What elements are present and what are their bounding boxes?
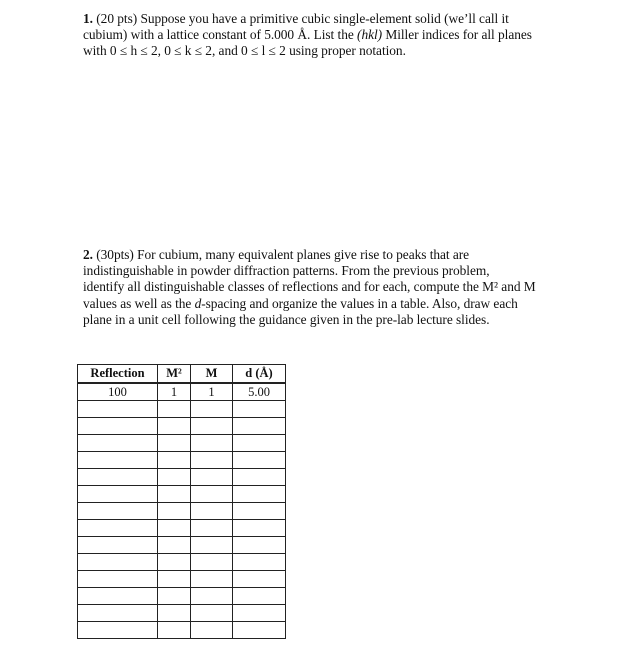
cell-m-squared: [158, 401, 191, 418]
table-row: [78, 571, 286, 588]
cell-reflection: [78, 554, 158, 571]
table-header-row: [78, 365, 286, 384]
cell-d-spacing: [233, 401, 286, 418]
table-row: [78, 588, 286, 605]
cell-reflection: [78, 486, 158, 503]
problem-1-text-2: cubium) with a lattice constant of 5.000 Å. List the: [83, 27, 358, 43]
problem-2: [83, 247, 603, 328]
cell-m: [191, 554, 233, 571]
cell-reflection: [78, 401, 158, 418]
problem-2-line-5: plane in a unit cell following the guidance given in the pre-lab lecture slides.: [83, 311, 490, 327]
problem-1-line-3: [83, 43, 603, 59]
cell-m: 1: [191, 383, 233, 401]
cell-reflection: [78, 520, 158, 537]
problem-2-text-4-head: values as well as the: [83, 295, 195, 311]
cell-d-spacing: [233, 486, 286, 503]
table-row: [78, 622, 286, 639]
cell-m-squared: [158, 622, 191, 639]
cell-m: [191, 469, 233, 486]
problem-2-text-1: (30pts) For cubium, many equivalent planes give rise to peaks that are: [92, 247, 470, 262]
problem-1: [83, 11, 603, 60]
problem-1-text-2-tail: Miller indices for all planes: [382, 27, 532, 43]
cell-d-spacing: [233, 588, 286, 605]
cell-m-squared: [158, 469, 191, 486]
cell-reflection: [78, 622, 158, 639]
problem-1-line-1: [83, 11, 603, 27]
cell-m: [191, 622, 233, 639]
cell-reflection: [78, 435, 158, 452]
table-row: [78, 452, 286, 469]
problem-1-text-3: with 0 ≤ h ≤ 2, 0 ≤ k ≤ 2, and 0 ≤ l ≤ 2 using proper notation.: [83, 43, 406, 59]
cell-m: [191, 605, 233, 622]
cell-d-spacing: [233, 605, 286, 622]
cell-d-spacing: [233, 469, 286, 486]
table-row: [78, 383, 286, 401]
cell-d-spacing: [233, 503, 286, 520]
cell-d-spacing: [233, 520, 286, 537]
cell-d-spacing: [233, 554, 286, 571]
cell-m-squared: [158, 503, 191, 520]
cell-m: [191, 418, 233, 435]
cell-m-squared: 1: [158, 383, 191, 401]
table-row: [78, 605, 286, 622]
cell-reflection: [78, 503, 158, 520]
problem-1-number: 1.: [83, 11, 93, 26]
problem-2-line-1: [83, 247, 603, 263]
table-row: [78, 486, 286, 503]
cell-m-squared: [158, 486, 191, 503]
table-row: [78, 418, 286, 435]
problem-2-number: 2.: [83, 247, 93, 262]
table-row: [78, 503, 286, 520]
cell-reflection: [78, 469, 158, 486]
cell-reflection: [78, 418, 158, 435]
cell-m: [191, 520, 233, 537]
cell-m: [191, 486, 233, 503]
header-reflection: Reflection: [78, 365, 158, 384]
cell-reflection: [78, 571, 158, 588]
cell-reflection: [78, 537, 158, 554]
problem-2-line-2: indistinguishable in powder diffraction patterns. From the previous problem,: [83, 263, 490, 279]
problem-1-text-1: (20 pts) Suppose you have a primitive cubic single-element solid (we’ll call it: [96, 11, 509, 26]
problem-2-line-3: identify all distinguishable classes of reflections and for each, compute the M² and M: [83, 279, 536, 295]
cell-m-squared: [158, 554, 191, 571]
table-row: [78, 554, 286, 571]
table-row: [78, 537, 286, 554]
cell-m-squared: [158, 537, 191, 554]
cell-reflection: [78, 452, 158, 469]
table-row: [78, 435, 286, 452]
problem-2-text-4-tail: -spacing and organize the values in a table. Also, draw each: [201, 295, 518, 311]
cell-d-spacing: [233, 622, 286, 639]
cell-d-spacing: [233, 435, 286, 452]
cell-m: [191, 503, 233, 520]
cell-m-squared: [158, 452, 191, 469]
problem-2-line-4: [83, 296, 603, 312]
d-spacing-italic: d: [194, 295, 202, 311]
cell-m-squared: [158, 435, 191, 452]
header-m: M: [191, 365, 233, 384]
table-row: [78, 469, 286, 486]
cell-m: [191, 571, 233, 588]
cell-m-squared: [158, 605, 191, 622]
cell-d-spacing: [233, 452, 286, 469]
cell-d-spacing: [233, 571, 286, 588]
cell-d-spacing: [233, 418, 286, 435]
header-d-spacing: d (Å): [233, 365, 286, 384]
cell-m: [191, 537, 233, 554]
reflection-table: [77, 364, 286, 639]
cell-reflection: 100: [78, 383, 158, 401]
cell-reflection: [78, 588, 158, 605]
cell-m-squared: [158, 571, 191, 588]
cell-m-squared: [158, 418, 191, 435]
cell-d-spacing: 5.00: [233, 383, 286, 401]
cell-m: [191, 588, 233, 605]
cell-m-squared: [158, 520, 191, 537]
header-m-squared: M²: [158, 365, 191, 384]
cell-m: [191, 452, 233, 469]
problem-1-line-2: [83, 27, 603, 43]
cell-reflection: [78, 605, 158, 622]
cell-m: [191, 435, 233, 452]
table-row: [78, 401, 286, 418]
hkl-notation: (hkl): [357, 27, 383, 43]
table-row: [78, 520, 286, 537]
cell-m-squared: [158, 588, 191, 605]
cell-d-spacing: [233, 537, 286, 554]
cell-m: [191, 401, 233, 418]
